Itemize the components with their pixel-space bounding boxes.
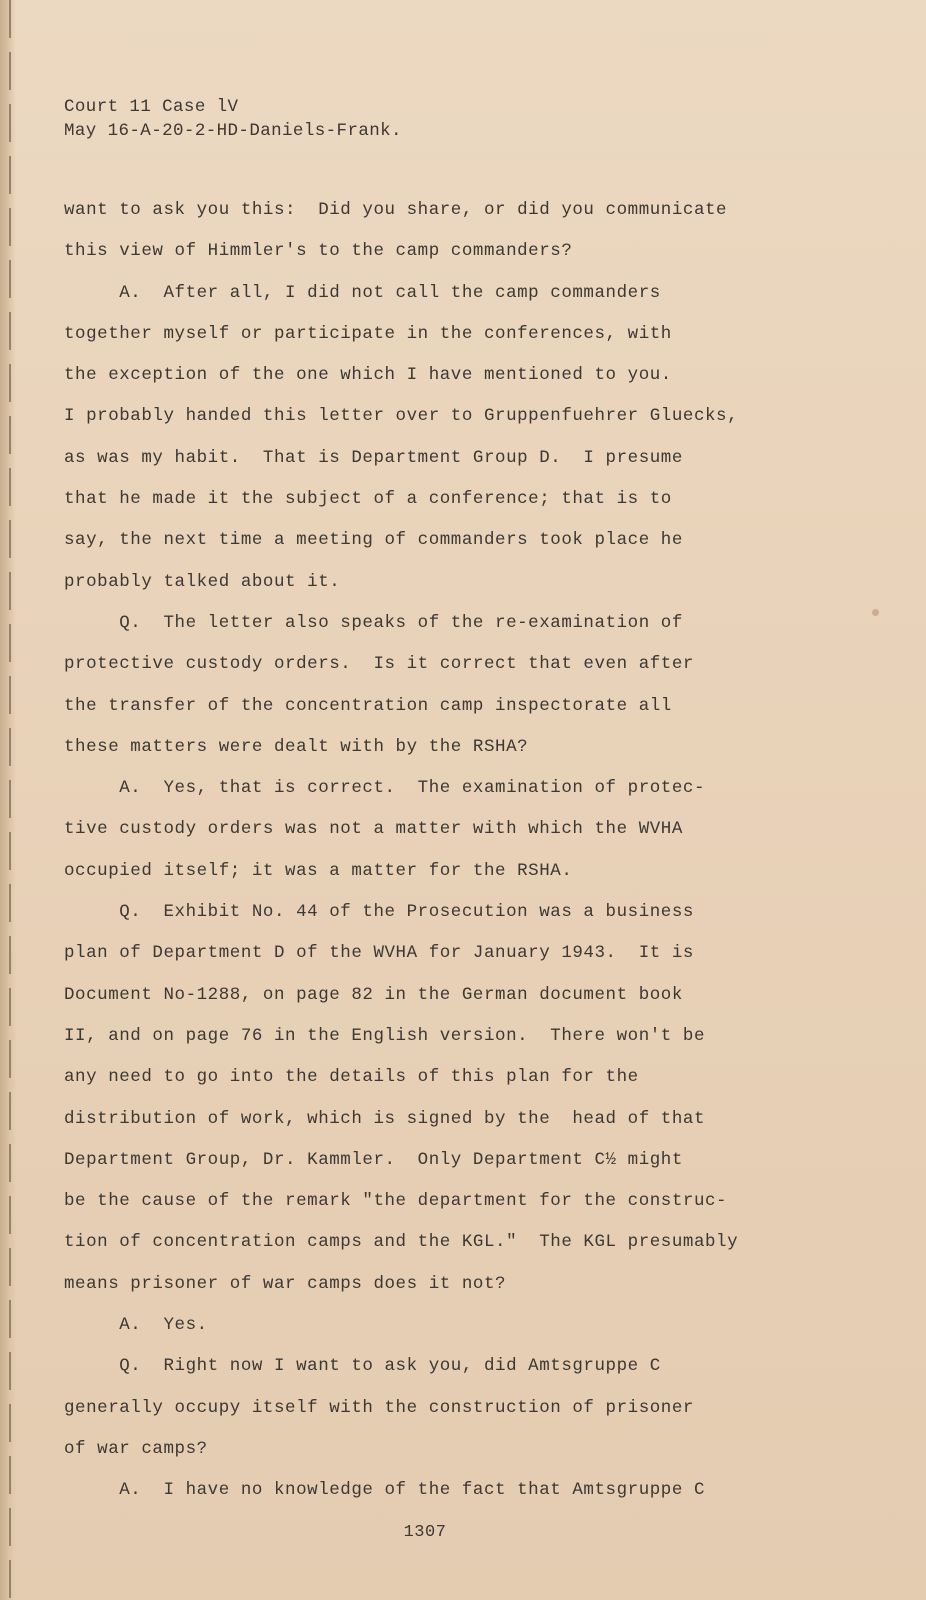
text-line: generally occupy itself with the construction of prisoner xyxy=(64,1397,694,1418)
text-line: Department Group, Dr. Kammler. Only Department C½ might xyxy=(64,1149,683,1170)
case-reference: Court 11 Case lV xyxy=(64,97,239,117)
text-line: distribution of work, which is signed by the head of that xyxy=(64,1108,705,1129)
text-line: A. I have no knowledge of the fact that Amtsgruppe C xyxy=(64,1480,705,1501)
text-line: any need to go into the details of this plan for the xyxy=(64,1067,639,1088)
text-line: Q. Exhibit No. 44 of the Prosecution was a business xyxy=(64,902,694,923)
text-line: of war camps? xyxy=(64,1438,208,1459)
text-line: want to ask you this: Did you share, or did you communicate xyxy=(64,200,728,220)
text-line: the transfer of the concentration camp inspectorate all xyxy=(64,695,672,716)
paper-torn-edge xyxy=(9,0,11,1600)
text-line: together myself or participate in the conferences, with xyxy=(64,323,672,344)
text-line: protective custody orders. Is it correct that even after xyxy=(64,654,694,675)
text-line: II, and on page 76 in the English version. There won't be xyxy=(64,1025,705,1046)
text-line: the exception of the one which I have mentioned to you. xyxy=(64,365,672,386)
page-number: 1307 xyxy=(403,1523,447,1542)
text-line: A. After all, I did not call the camp commanders xyxy=(64,282,661,303)
text-line: plan of Department D of the WVHA for January 1943. It is xyxy=(64,943,694,964)
text-line: Document No-1288, on page 82 in the German document book xyxy=(64,984,683,1005)
text-line: occupied itself; it was a matter for the RSHA. xyxy=(64,860,573,881)
text-line: I probably handed this letter over to Gruppenfuehrer Gluecks, xyxy=(64,406,739,427)
text-line: these matters were dealt with by the RSHA? xyxy=(64,736,529,757)
text-line: say, the next time a meeting of commanders took place he xyxy=(64,530,683,551)
text-line: be the cause of the remark "the department for the construc- xyxy=(64,1191,728,1212)
transcript-body xyxy=(64,190,824,1512)
text-line: Q. Right now I want to ask you, did Amtsgruppe C xyxy=(64,1356,661,1377)
text-line: this view of Himmler's to the camp commanders? xyxy=(64,241,573,262)
text-line: that he made it the subject of a conference; that is to xyxy=(64,489,672,510)
session-reference: May 16-A-20-2-HD-Daniels-Frank. xyxy=(64,121,402,141)
text-line: Q. The letter also speaks of the re-examination of xyxy=(64,612,683,633)
text-line: A. Yes, that is correct. The examination of protec- xyxy=(64,778,705,799)
paper-stain xyxy=(872,609,879,616)
text-line: as was my habit. That is Department Group D. I presume xyxy=(64,447,683,468)
text-line: means prisoner of war camps does it not? xyxy=(64,1273,507,1294)
text-line: A. Yes. xyxy=(64,1315,208,1336)
text-line: probably talked about it. xyxy=(64,571,341,592)
document-header xyxy=(64,95,402,143)
text-line: tive custody orders was not a matter with which the WVHA xyxy=(64,819,683,840)
paper-left-edge xyxy=(0,0,16,1600)
text-line: tion of concentration camps and the KGL." The KGL presumably xyxy=(64,1232,739,1253)
